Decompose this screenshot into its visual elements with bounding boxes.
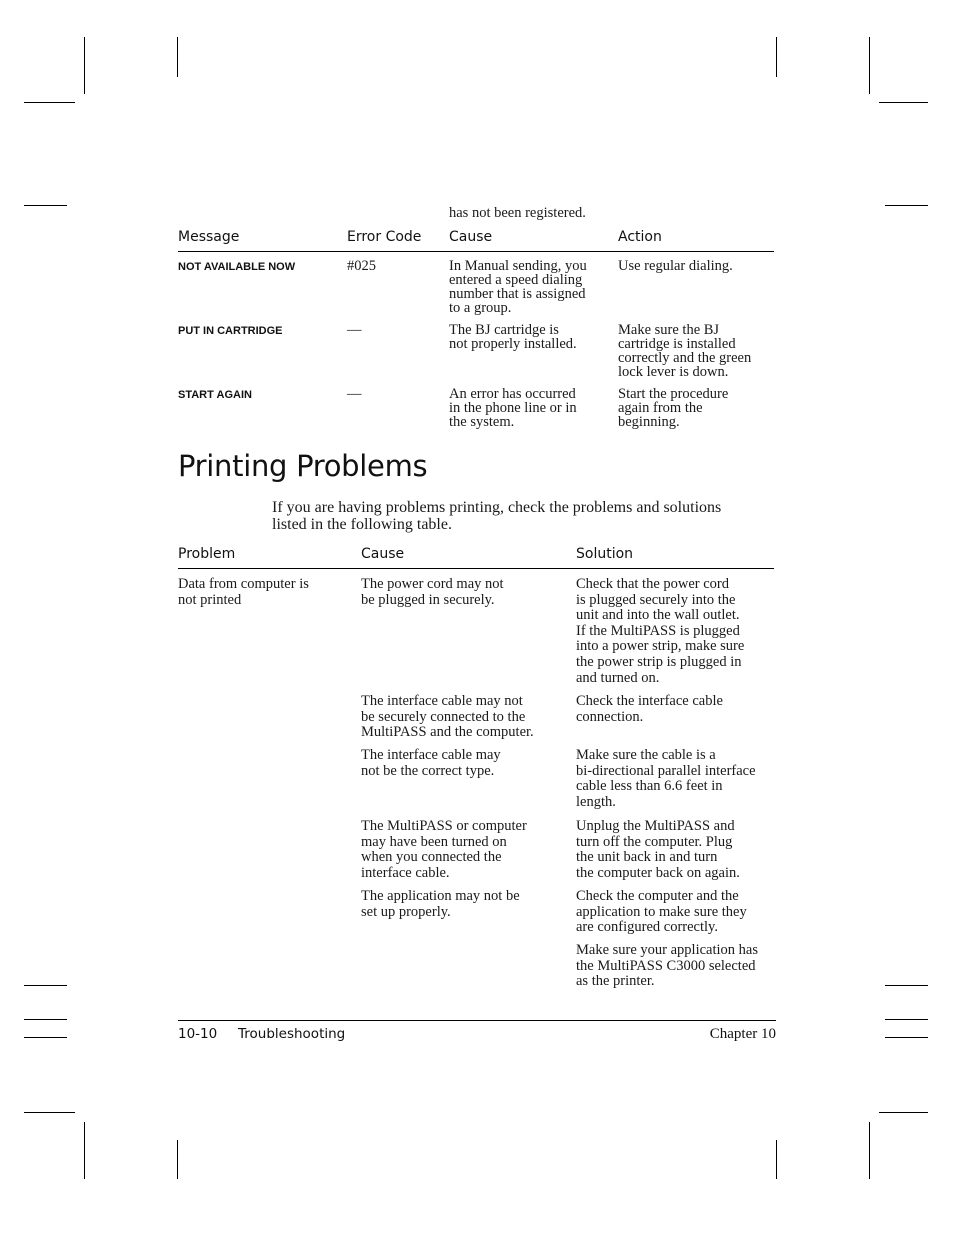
problem-cell: Data from computer is not printed xyxy=(178,576,309,608)
action-cell: Start the procedure again from the beginning. xyxy=(618,386,729,430)
cause-cell: The interface cable may not be the correct type. xyxy=(361,747,501,779)
header-rule xyxy=(178,568,774,569)
footer-section-name: Troubleshooting xyxy=(238,1026,346,1042)
message-cell: START AGAIN xyxy=(178,389,252,401)
footer-chapter: Chapter 10 xyxy=(709,1026,776,1042)
solution-cell: Unplug the MultiPASS and turn off the computer. Plug the unit back in and turn the computer back on again. xyxy=(576,818,740,881)
header-action: Action xyxy=(618,229,662,245)
cause-cell: The BJ cartridge is not properly installed. xyxy=(449,322,577,352)
header-cause: Cause xyxy=(361,546,405,562)
cause-cell: In Manual sending, you entered a speed dialing number that is assigned to a group. xyxy=(449,258,587,316)
solution-cell: Make sure the cable is a bi-directional parallel interface cable less than 6.6 feet in length. xyxy=(576,747,756,810)
continuation-text: has not been registered. xyxy=(449,205,586,221)
cause-cell: An error has occurred in the phone line or in the system. xyxy=(449,386,577,430)
header-error-code: Error Code xyxy=(347,229,422,245)
error-code-cell: #025 xyxy=(347,258,376,274)
header-message: Message xyxy=(178,229,240,245)
error-code-cell: — xyxy=(347,386,362,402)
message-cell: NOT AVAILABLE NOW xyxy=(178,261,296,273)
action-cell: Make sure the BJ cartridge is installed correctly and the green lock lever is down. xyxy=(618,322,752,380)
cause-cell: The power cord may not be plugged in securely. xyxy=(361,576,504,608)
cause-cell: The MultiPASS or computer may have been turned on when you connected the interface cable. xyxy=(361,818,527,881)
header-rule xyxy=(178,251,774,252)
error-code-cell: — xyxy=(347,322,362,338)
solution-cell: Check the interface cable connection. xyxy=(576,693,723,725)
solution-cell: Check that the power cord is plugged securely into the unit and into the wall outlet. If the MultiPASS is plugged into a power strip, make sure the power strip is plugged in and turned on. xyxy=(576,576,745,686)
header-solution: Solution xyxy=(576,546,634,562)
cause-cell: The application may not be set up properly. xyxy=(361,888,520,920)
section-intro: If you are having problems printing, check the problems and solutions listed in the following table. xyxy=(272,499,722,533)
cause-cell: The interface cable may not be securely connected to the MultiPASS and the computer. xyxy=(361,693,534,741)
message-cell: PUT IN CARTRIDGE xyxy=(178,325,283,337)
footer-rule xyxy=(178,1020,776,1021)
footer-page-number: 10-10 xyxy=(178,1026,218,1042)
header-cause: Cause xyxy=(449,229,493,245)
header-problem: Problem xyxy=(178,546,236,562)
solution-cell: Make sure your application has the MultiPASS C3000 selected as the printer. xyxy=(576,942,759,990)
action-cell: Use regular dialing. xyxy=(618,258,733,274)
solution-cell: Check the computer and the application to make sure they are configured correctly. xyxy=(576,888,747,936)
section-title: Printing Problems xyxy=(178,449,428,483)
